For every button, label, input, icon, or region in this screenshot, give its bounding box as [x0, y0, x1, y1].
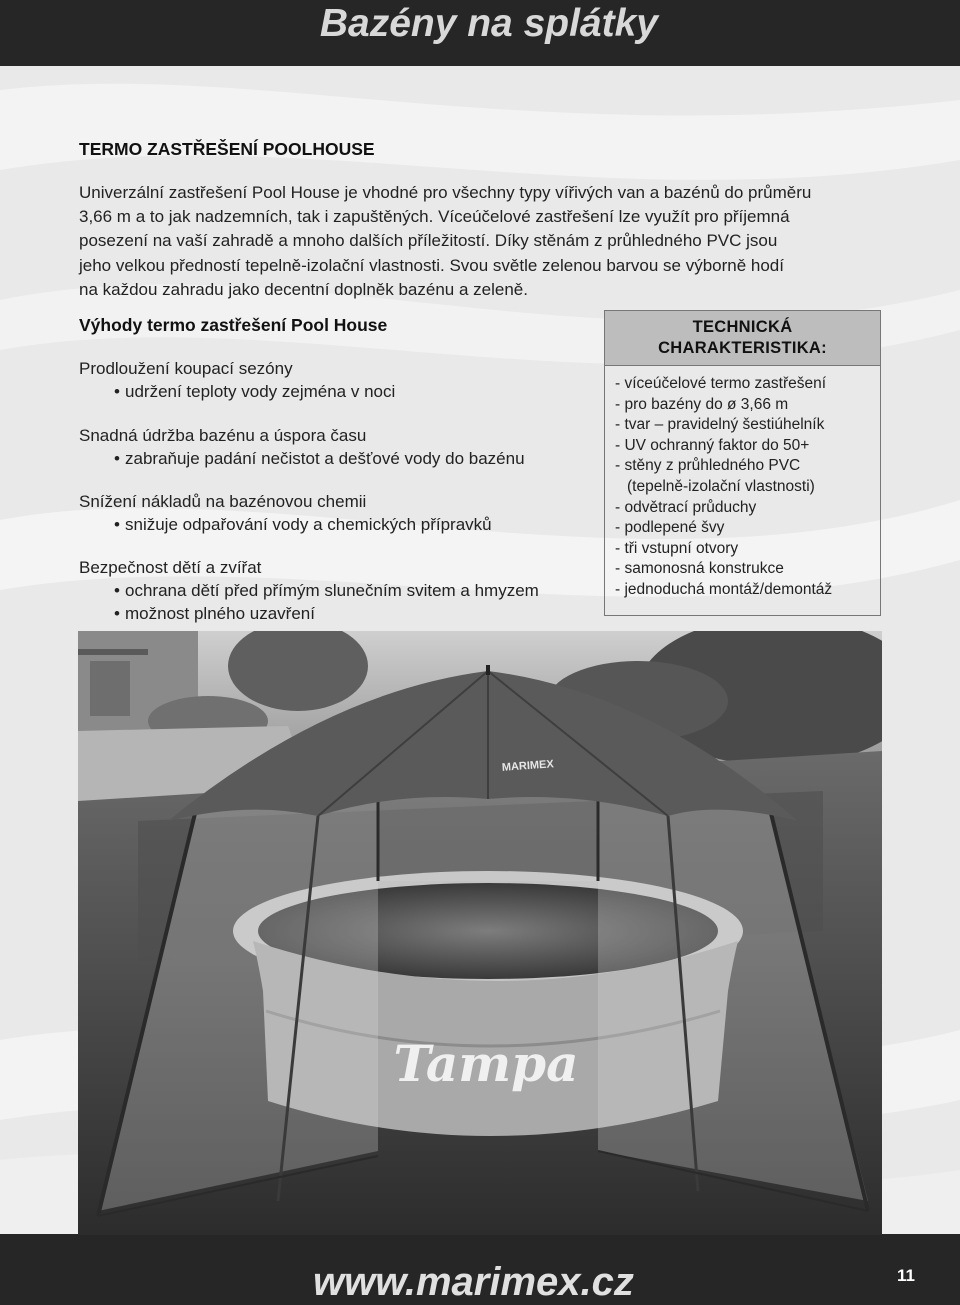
tech-spec-item: - podlepené švy — [615, 519, 725, 537]
bullet-icon: • — [114, 449, 120, 468]
tech-spec-box — [604, 310, 881, 616]
section-heading: TERMO ZASTŘEŠENÍ POOLHOUSE — [79, 139, 375, 159]
page-header-title: Bazény na splátky — [319, 2, 658, 45]
bullet-icon: • — [114, 382, 120, 401]
advantage-bullet: • možnost plného uzavření — [114, 604, 315, 623]
pool-brand-text: Tampa — [393, 1034, 579, 1093]
canopy-brand-text: MARIMEX — [501, 758, 555, 774]
advantage-bullet: • zabraňuje padání nečistot a dešťové vody do bazénu — [114, 449, 525, 468]
page-number: 11 — [897, 1266, 915, 1285]
tech-spec-item: - víceúčelové termo zastřešení — [615, 375, 827, 392]
advantage-group-maintenance — [79, 424, 525, 470]
advantage-title: Bezpečnost dětí a zvířat — [79, 558, 262, 577]
advantage-title: Prodloužení koupací sezóny — [79, 359, 293, 378]
bullet-icon: • — [114, 581, 120, 600]
advantage-title: Snížení nákladů na bazénovou chemii — [79, 492, 367, 511]
tech-spec-item: - pro bazény do ø 3,66 m — [615, 395, 789, 413]
tech-spec-item: - jednoduchá montáž/demontáž — [615, 580, 833, 598]
intro-line: jeho velkou předností tepelně-izolační vlastnosti. Svou světle zelenou barvou se výborně hodí — [79, 255, 784, 275]
tech-spec-item: - odvětrací průduchy — [615, 498, 757, 516]
advantage-group-safety — [79, 556, 539, 625]
bullet-icon: • — [114, 604, 120, 623]
advantage-bullet: • ochrana dětí před přímým slunečním svitem a hmyzem — [114, 581, 539, 600]
tech-spec-heading: TECHNICKÁ CHARAKTERISTIKA: — [605, 311, 880, 366]
intro-line: 3,66 m a to jak nadzemních, tak i zapuštěných. Víceúčelové zastřešení lze využít pro příjemná — [79, 207, 790, 227]
tech-spec-item: - tři vstupní otvory — [615, 539, 739, 557]
advantage-group-chemistry — [79, 490, 492, 536]
tech-spec-item: (tepelně-izolační vlastnosti) — [627, 477, 815, 495]
intro-line: posezení na vaší zahradě a mnoho dalších příležitostí. Díky stěnám z průhledného PVC jsou — [79, 231, 778, 251]
advantage-group-season — [79, 357, 395, 403]
product-photo — [78, 631, 882, 1235]
tech-spec-item: - samonosná konstrukce — [615, 560, 784, 578]
intro-line: na každou zahradu jako decentní doplněk bazénu a zeleně. — [79, 279, 528, 299]
advantage-bullet: • udržení teploty vody zejména v noci — [114, 382, 396, 401]
advantage-title: Snadná údržba bazénu a úspora času — [79, 426, 367, 445]
tech-spec-item: - stěny z průhledného PVC — [615, 457, 801, 475]
intro-line: Univerzální zastřešení Pool House je vhodné pro všechny typy vířivých van a bazénů do průměru — [79, 183, 812, 202]
tech-spec-item: - UV ochranný faktor do 50+ — [615, 436, 810, 454]
bullet-icon: • — [114, 515, 120, 534]
tech-spec-list — [605, 366, 880, 601]
tech-spec-item: - tvar – pravidelný šestiúhelník — [615, 416, 825, 434]
advantages-heading: Výhody termo zastřešení Pool House — [79, 315, 388, 335]
intro-paragraph — [79, 181, 879, 302]
advantage-bullet: • snižuje odpařování vody a chemických přípravků — [114, 515, 492, 534]
footer-website-link[interactable]: www.marimex.cz — [313, 1260, 634, 1304]
